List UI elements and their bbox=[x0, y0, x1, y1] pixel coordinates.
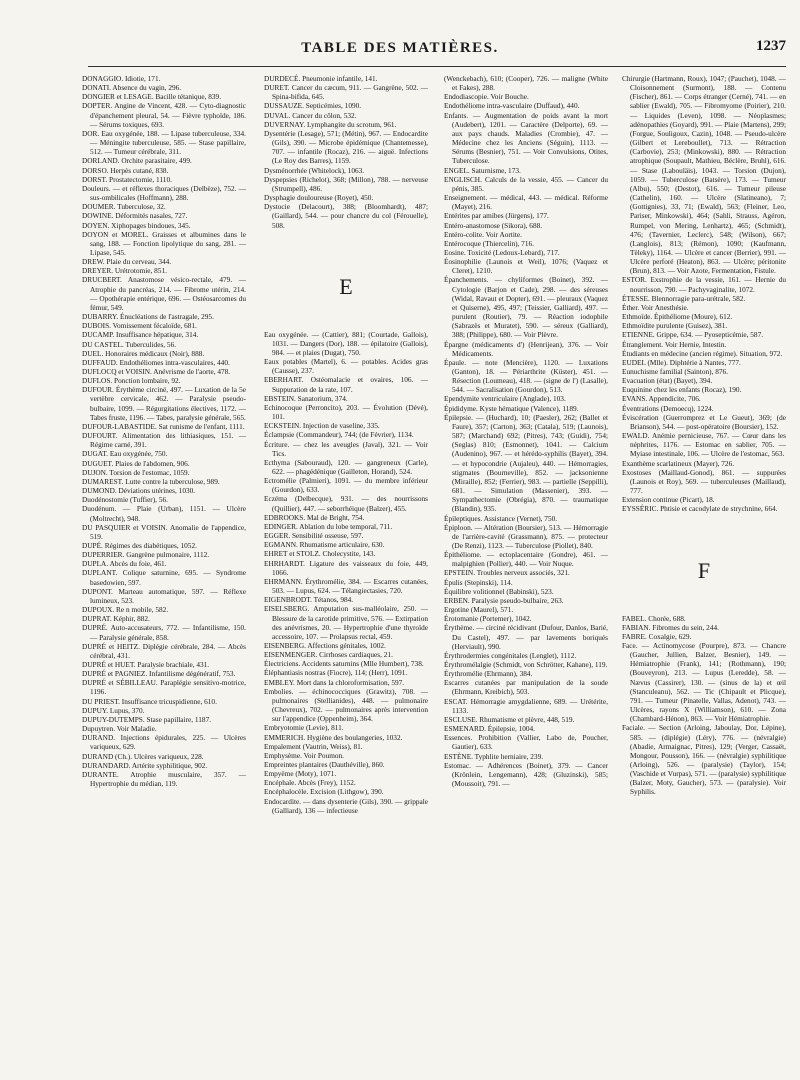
index-entry: Chirurgie (Hartmann, Roux), 1047; (Pauchet), 1048. — Cloisonnement (Surmont), 188. — Contenu (Fischer), 861. — Corps étranger (Cerné), 741. — en sablier (Ewald), 705. — Fibromyome (Poirier), 210. — Liquides (Leven), 1098. — Néoplasmes; adénopathies (Goyard), 991. — Plaie (Martens), 299; (Forgue, Souligoux, Cazin), 1048. — Pseudo-ulcère (Gilbert et Lereboullet), 713. — Rétraction (Carbovie), 253; (Minkowski), 880. — Rétraction atrophique (Soupault, Mathieu, Béclère, Bruhl), 616. — Stase (Labouläis), 1043. — Torsion (Dujon), 1059. — Tuberculose (Batsère), 173. — Tumeur (Albu), 550; (Destot), 616. — Tumeur pileuse (Cathelin), 160. — Ulcère (Slatineano), 7; (Gottignies), 33, 71; (Ewald), 563; (Fleiner, Leo, Pariser, Minkowski), 464; (Sahli, Strauss, Agéron, Rumpel, von Mering, Lenhartz), 465; (Schmidt), 476; (Tavernier, Leclerc), 548; (Wilson), 667; (Langlois), 813; (Rémon), 1090; (Kaufmann, Tèleky), 1164. — Ulcère et cancer (Berrier), 991. — Ulcère perforé (Heaton), 863. — Ulcère; péritonite (Brun), 813. — Voir Azote, Fermentation, Fistule. bbox=[622, 74, 786, 276]
index-entry: DURDECÉ. Pneumonie infantile, 141. bbox=[264, 74, 378, 83]
index-entry: Ethmoïdite purulente (Guisez), 381. bbox=[622, 321, 728, 331]
index-entry: Éventrations (Demoecq), 1224. bbox=[622, 403, 714, 413]
index-entry: Embryotomie (Levie), 811. bbox=[264, 723, 344, 733]
index-entry: Dysentérie (Lesage), 571; (Métin), 967. — Endocardite (Gils), 390. — Microbe épidémique (Chantemesse), 707. — infantile (Rocaz), 216. — aiguë. Infections (Le Roy des Barres), 1159. bbox=[264, 128, 428, 166]
index-entry: DUPÉ. Régimes des diabétiques, 1052. bbox=[82, 540, 197, 550]
index-entry: EPSTEIN. Troubles nerveux associés, 321. bbox=[444, 568, 570, 578]
index-entry: Empyème (Moty), 1071. bbox=[264, 769, 337, 779]
index-entry: Enfants. — Augmentation de poids avant la mort (Audebert), 1201. — Caractère (Delporte), 69. — aux pays chauds. Maladies (Crombie), 47. — Médecine chez les Anciens (Séguin), 1113. — Sérums (Besnier), 751. — Voir Convulsions, Otites, Tuberculose. bbox=[444, 110, 608, 166]
column-3 bbox=[444, 74, 608, 1072]
page-title: TABLE DES MATIÈRES. bbox=[301, 40, 499, 56]
index-entry: EIGENBRODT. Tétanos, 984. bbox=[264, 595, 354, 605]
index-entry: EMBLEY. Mort dans la chloroformisation, 597. bbox=[264, 677, 405, 687]
index-entry: Épiploon. — Altération (Boursier), 513. — Hémorragie de l'arrière-cavité (Grassmann), 875. — protecteur (De Renzi), 1123. — Tuberculose (Piollet), 840. bbox=[444, 522, 608, 550]
index-entry: Étranglement. Voir Hernie, Intestin. bbox=[622, 339, 727, 349]
index-entry: EWALD. Anémie pernicieuse, 767. — Cœur dans les néphrites, 1176. — Estomac en sablier, 705. — Myiase intestinale, 106. — Ulcère de l'estomac, 563. bbox=[622, 431, 786, 459]
index-entry: Extension continue (Picart), 18. bbox=[622, 495, 715, 505]
index-entry: DUGUET. Plaies de l'abdomen, 906. bbox=[82, 458, 190, 468]
index-entry: ESMENARD. Épilepsie, 1004. bbox=[444, 724, 536, 734]
index-entry: DUGAT. Eau oxygénée, 750. bbox=[82, 449, 168, 459]
index-entry: Étudiants en médecine (ancien régime). Situation, 972. bbox=[622, 348, 783, 358]
index-entry: Echinocoque (Perroncito), 203. — Évolution (Dévé), 101. bbox=[264, 402, 428, 422]
index-entry: Endothéliome intra-vasculaire (Duffaud), 440. bbox=[444, 101, 580, 111]
index-entry: Emphysème. Voir Poumon. bbox=[264, 750, 344, 760]
index-entry: Épargne (médicaments d') (Henrijean), 376. — Voir Médicaments. bbox=[444, 339, 608, 358]
index-entry: Ecthyma (Sabouraud), 120. — gangreneux (Carle), 622. — phagédénique (Gailleton, Horand), 524. bbox=[264, 457, 428, 476]
index-entry: EDBROOKS. Mal de Bright, 754. bbox=[264, 512, 365, 522]
index-entry: DOR. Eau oxygénée, 188. — Lipase tuberculeuse, 334. — Méningite tuberculeuse, 585. — Stase papillaire, 512. — Tumeur cérébrale, 311. bbox=[82, 128, 246, 157]
index-entry: DORSO. Herpès cutané, 838. bbox=[82, 165, 169, 175]
index-entry: Escarres cutanées par manipulation de la soude (Ehrmann, Kreibich), 503. bbox=[444, 678, 608, 697]
index-entry: EHRET et STOLZ. Cholecystite, 143. bbox=[264, 549, 376, 559]
index-entry: DURAND. Injections épidurales, 225. — Ulcères variqueux, 629. bbox=[82, 733, 246, 752]
index-entry: ENGEL. Saturnisme, 173. bbox=[444, 165, 521, 175]
index-entry: Ergotine (Maurel), 571. bbox=[444, 605, 514, 615]
index-entry: DREW. Plaie du cerveau, 344. bbox=[82, 257, 172, 267]
index-entry: DUFLOS. Ponction lombaire, 92. bbox=[82, 376, 181, 386]
index-entry: EUDEL (Mlle). Diphtérie à Nantes, 777. bbox=[622, 357, 741, 367]
index-entry: DUJON. Torsion de l'estomac, 1059. bbox=[82, 467, 190, 477]
index-entry: Dupuytren. Voir Maladie. bbox=[82, 724, 157, 734]
index-entry: DUFOUR-LABASTIDE. Sat runisme de l'enfant, 1111. bbox=[82, 421, 245, 431]
index-entry: DUFOUR. Érythème circiné, 497. — Luxation de la 5e vertèbre cervicale, 462. — Paralysie pseudo-bulbaire, 1099. — Régurgitations électives, 1172. — Tabes fruste, 1196. — Tabes, paralysie générale, 565. bbox=[82, 385, 246, 422]
index-entry: Épanchements. — chyliformes (Boinet), 392. — Cytologie (Barjon et Cade), 298. — des séreuses (Widal, Ravaut et Dopter), 691. — pleuraux (Vaquez et Quiserne), 495, 497; (Teissier, Galliard), 497. — purulent (Routier), 79. — Réaction iodophile (Sabrazès et Muratet), 590. — séreux (Galliard), 388; (Philippe), 680. — Voir Plèvre. bbox=[444, 275, 608, 340]
index-entry: Érythrodermies congénitales (Lenglet), 1112. bbox=[444, 650, 577, 660]
index-entry: DUPLANT. Colique saturnine, 695. — Syndrome basedowien, 597. bbox=[82, 568, 246, 587]
index-entry: EGGER. Sensibilité osseuse, 597. bbox=[264, 531, 364, 541]
index-entry: DUPRÉ et HEITZ. Diplégie cérébrale, 284. — Abcès cérébral, 431. bbox=[82, 641, 246, 660]
index-entry: Eczéma (Delbecque), 931. — des nourrissons (Quillier), 447. — seborrhéique (Balzer), 455. bbox=[264, 494, 428, 513]
index-entry: DOYEN. Xiphopages bindoues, 345. bbox=[82, 220, 191, 230]
index-entry: Érythromélalgie (Schmidt, von Schrötter, Kahane), 119. bbox=[444, 660, 608, 669]
index-entry: Entérocoque (Thiercelin), 716. bbox=[444, 238, 534, 248]
index-entry: DOPTER. Angine de Vincent, 428. — Cyto-diagnostic d'épanchement pleural, 54. — Fièvre typhoïde, 186. — Sérums toxiques, 693. bbox=[82, 101, 246, 129]
index-entry: Eaux potables (Martel), 6. — potables. Acides gras (Causse), 237. bbox=[264, 357, 428, 376]
index-entry: EISENBERG. Affections génitales, 1002. bbox=[264, 640, 386, 650]
index-entry: EHRHARDT. Ligature des vaisseaux du foie, 449, 1066. bbox=[264, 558, 428, 577]
index-entry: Érythromélie (Ehrmann), 384. bbox=[444, 669, 533, 679]
index-entry: Dysménorrhée (Whitelock), 1063. bbox=[264, 165, 365, 175]
index-entry: EGMANN. Rhumatisme articulaire, 630. bbox=[264, 540, 385, 550]
index-entry: Faciale. — Section (Arloing, Jaboulay, Dor, Lépine), 585. — (diplégie) (Léry), 776. — (névralgie) (Abadie, Armaignac, Pitres), 129; (Verger, Cassaët, Mongour, Pousson), 166. — (névralgie) syphilitique (Arloing), 526. — (paralysie) (Taylor), 154; (Vaschide et Vurpas), 571. — (paralysie) syphilitique (Balzer, Moty, Gaucher), 573. — (paralysie). Voir Syphilis. bbox=[622, 723, 786, 797]
index-entry: Érotomanie (Portemer), 1042. bbox=[444, 614, 532, 624]
index-entry: Épilepsie. — (Huchard), 10; (Paesler), 262; (Ballet et Faure), 357; (Carton), 363; (Catala), 519; (Launois), 587; (Marchand) 692; (Pitres), 743; (Guidi), 754; (Seglas) 810; (Esmonnet), 1041. — Calcium (Audenino), 967. — et hérédo-syphilis (Bayet), 394. — et hypocondrie (Aujaleu), 440. — Hémorragies, stigmates (Bourneville), 852. — jacksonienne (Miraille), 852; (Ferrier), 983. — partielle (Seppilli), 681. — Simulation (Massenier), 393. — Sympathectomie (Obrégia), 870. — traumatique (Blandin), 935. bbox=[444, 412, 608, 514]
index-entry: Dyspepsies (Richelot), 368; (Millon), 788. — nerveuse (Strumpell), 486. bbox=[264, 174, 428, 193]
index-entry: ESTOR. Exstrophie de la vessie, 161. — Hernie du nourrisson, 790. — Pachyvaginalite, 1072. bbox=[622, 275, 786, 294]
index-entry: Éléphantiasis nostras (Fiocre), 114; (Herr), 1091. bbox=[264, 668, 408, 678]
index-entry: Dystocie (Delacourt), 388; (Bloomhardt), 487; (Gaillard), 544. — pour chancre du col (Férouelle), 508. bbox=[264, 202, 428, 230]
column-4 bbox=[622, 74, 786, 1072]
index-entry: Empalement (Vautrin, Weiss), 81. bbox=[264, 741, 363, 751]
index-entry: DUFLOCQ et VOISIN. Anévrisme de l'aorte, 478. bbox=[82, 367, 231, 376]
index-entry: Euquinine chez les enfants (Rocaz), 190. bbox=[622, 385, 742, 395]
index-entry: DUPRÉ et PAGNIEZ. Infantilisme dégénératif, 753. bbox=[82, 669, 236, 679]
index-entry: EDINGER. Ablation du lobe temporal, 711. bbox=[264, 521, 393, 531]
column-2 bbox=[264, 74, 428, 1072]
index-entry: Eosine. Toxicité (Ledoux-Lebard), 717. bbox=[444, 247, 560, 257]
index-entry: DONGIER et LESAGE. Bacille tétanique, 839. bbox=[82, 92, 222, 102]
index-entry: FABRE. Coxalgie, 629. bbox=[622, 631, 692, 641]
index-entry: DUVERNAY. Lymphangite du scrotum, 961. bbox=[264, 119, 397, 129]
index-entry: DURET. Cancer du cæcum, 911. — Gangrène, 502. — Spina-bifida, 645. bbox=[264, 83, 428, 102]
index-entry: DOYON et MOREL. Graisses et albumines dans le sang, 188. — Fonction lipolytique du sang, 281. — Lipase, 545. bbox=[82, 229, 246, 257]
index-entry: EYSSÉRIC. Phtisie et cacodylate de strychnine, 664. bbox=[622, 504, 778, 514]
index-entry: DUSSAUZE. Septicémies, 1090. bbox=[264, 101, 362, 111]
header-rule bbox=[88, 66, 786, 67]
index-entry: DUBARRY. Énucléations de l'astragale, 295. bbox=[82, 312, 214, 322]
index-entry: DURAND (Ch.). Ulcères variqueux, 228. bbox=[82, 751, 204, 761]
index-entry: DUCAMP. Insuffisance hépatique, 314. bbox=[82, 330, 199, 340]
index-columns bbox=[82, 74, 786, 1072]
index-entry: Douleurs. — et réflexes thoraciques (Delbèze), 752. — sus-ombilicales (Hoffmann), 288. bbox=[82, 183, 246, 203]
index-entry: DUVAL. Cancer du côlon, 532. bbox=[264, 110, 357, 120]
index-entry: Essences. Prohibition (Vallier, Labo de, Poucher, Gautier), 633. bbox=[444, 733, 608, 752]
index-entry: DUEL. Honoraires médicaux (Noir), 888. bbox=[82, 348, 205, 358]
index-entry: DORLAND. Orchite parasitaire, 499. bbox=[82, 156, 192, 166]
index-entry: EISELSBERG. Amputation sus-malléolaire, 250. — Blessure de la carotide primitive, 576. — Extirpation des anévrismes, 20. — Hypertrophie d'une thyroïde accessoire, 107. — Prolapsus rectal, 459. bbox=[264, 604, 428, 641]
index-entry: DREYER. Urétrotomie, 851. bbox=[82, 266, 167, 276]
index-entry: FABIAN. Fibromes du sein, 244. bbox=[622, 622, 719, 632]
index-entry: Endodiascopie. Voir Bouche. bbox=[444, 92, 529, 102]
index-entry: Entéro-anastomose (Sikora), 688. bbox=[444, 220, 543, 230]
index-entry: Entérites par amibes (Jürgens), 177. bbox=[444, 211, 549, 221]
index-entry: Exanthème scarlatineux (Mayer), 726. bbox=[622, 458, 735, 468]
index-entry: EISENMENGER. Cirrhoses cardiaques, 21. bbox=[264, 650, 393, 660]
column-1 bbox=[82, 74, 246, 1072]
index-entry: Équilibre volitionnel (Babinski), 523. bbox=[444, 586, 554, 596]
index-entry: Éclampsie (Commandeur), 744; (de Février), 1134. bbox=[264, 430, 414, 440]
index-entry: EMMERICH. Hygiène des boulangeries, 1032. bbox=[264, 732, 403, 742]
index-entry: FABEL. Chorée, 688. bbox=[622, 613, 686, 623]
index-entry: Éviscération (Guerromprez et Le Gueut), 369; (de Brianson), 544. — post-opératoire (Boursier), 152. bbox=[622, 412, 786, 431]
index-entry: EHRMANN. Érythromélie, 384. — Escarres cutanées, 503. — Lupus, 624. — Télangiectasies, 720. bbox=[264, 576, 428, 596]
section-letter: E bbox=[339, 273, 353, 299]
index-entry: DONATI. Absence du vagin, 296. bbox=[82, 83, 182, 93]
index-entry: DU CASTEL. Tuberculides, 56. bbox=[82, 339, 177, 349]
index-entry: EBSTEIN. Sanatorium, 374. bbox=[264, 393, 348, 403]
index-entry: Estomac. — Adhérences (Boinet), 379. — Cancer (Krönlein, Lengemann), 428; (Gluzinski), 585; (Moussoit), 791. — bbox=[444, 760, 608, 789]
page-header bbox=[0, 0, 800, 66]
index-entry: EVANS. Appendicite, 706. bbox=[622, 394, 701, 404]
index-entry: Eunuchisme familial (Sainton), 876. bbox=[622, 367, 728, 376]
index-entry: DU PRIEST. Insuffisance tricuspidienne, 610. bbox=[82, 696, 217, 706]
index-entry: Érythème. — circiné récidivant (Dufour, Danlos, Barié, Du Castel), 497. — par lavements boriqués (Herviault), 990. bbox=[444, 623, 608, 651]
index-entry: ENGLISCH. Calculs de la vessie, 455. — Cancer du pénis, 385. bbox=[444, 174, 608, 193]
index-entry: Épithéliome. — ectoplacentaire (Gondre), 461. — malpighien (Pollier), 440. — Voir Nuque. bbox=[444, 550, 608, 569]
index-entry: DURANDARD. Artérite syphilitique, 902. bbox=[82, 760, 208, 770]
index-entry: DUPOUX. Re n mobile, 582. bbox=[82, 605, 169, 615]
index-entry: DUPLA. Abcès du foie, 461. bbox=[82, 559, 167, 569]
index-entry: DURANTE. Atrophie musculaire, 357. — Hypertrophie du médian, 119. bbox=[82, 769, 246, 789]
index-entry: DUPUY-DUTEMPS. Stase papillaire, 1187. bbox=[82, 714, 212, 724]
index-entry: DUPONT. Marteau automatique, 597. — Réflexe lumineux, 523. bbox=[82, 586, 246, 605]
index-entry: ECKSTEIN. Injection de vaseline, 335. bbox=[264, 421, 380, 431]
index-entry: DUPERRIER. Gangrène pulmonaire, 1112. bbox=[82, 550, 210, 560]
index-entry: DUBOIS. Vomissement fécaloïde, 681. bbox=[82, 321, 197, 331]
index-entry: Eau oxygénée. — (Cattier), 881; (Courtade, Gallois), 1031. — Dangers (Dor), 188. — épilatoire (Gallois), 984. — et plaies (Dugat), 750. bbox=[264, 329, 428, 357]
index-entry: Épileptiques. Assistance (Vernet), 750. bbox=[444, 513, 558, 523]
index-entry: Ependymite ventriculaire (Anglade), 103. bbox=[444, 394, 566, 404]
index-entry: DUMOND. Déviations utérines, 1030. bbox=[82, 486, 196, 496]
index-entry: Épulis (Stepinski), 114. bbox=[444, 577, 513, 587]
index-entry: Empreintes plantaires (Dauthéville), 860. bbox=[264, 760, 385, 769]
index-entry: Ectromélie (Palmieri), 1091. — du membre inférieur (Gourdon), 633. bbox=[264, 476, 428, 495]
index-entry: DUPRAT. Képhir, 882. bbox=[82, 614, 150, 624]
index-entry: DU PASQUIER et VOISIN. Anomalie de l'appendice, 519. bbox=[82, 522, 246, 541]
index-entry: (Wenckebach), 610; (Cooper), 726. — maligne (White et Fakes), 288. bbox=[444, 74, 608, 93]
index-entry: Ethmoïde. Épithéliome (Moure), 612. bbox=[622, 312, 733, 322]
index-entry: DUMAREST. Lutte contre la tuberculose, 989. bbox=[82, 476, 220, 486]
index-entry: Evacuation (état) (Bayet), 394. bbox=[622, 376, 713, 386]
index-entry: Encéphalocèle. Excision (Lithgow), 390. bbox=[264, 787, 384, 797]
index-entry: DUPRÉ et HUET. Paralysie brachiale, 431. bbox=[82, 660, 210, 669]
index-entry: Éosinophilie (Launois et Weil), 1076; (Vaquez et Cleret), 1210. bbox=[444, 257, 608, 276]
index-entry: DORST. Prostatectomie, 1110. bbox=[82, 174, 172, 184]
index-entry: Entéro-colite. Voir Aortite. bbox=[444, 229, 522, 239]
index-entry: Embolies. — échinococciques (Grawitz), 708. — pulmonaires (Stellianides), 448. — pulmonaire (Chevreux), 702. — pulmonaires après intervention sur l'appendice (Oppenheim), 364. bbox=[264, 686, 428, 724]
index-entry: DOWINE. Déformités nasales, 727. bbox=[82, 211, 188, 221]
index-entry: ETIENNE. Grippe, 634. — Pyosepticémie, 587. bbox=[622, 330, 764, 340]
index-entry: Électriciens. Accidents saturnins (Mlle Humbert), 738. bbox=[264, 659, 424, 669]
index-entry: Enseignement. — médical, 443. — médical. Réforme (Mayet), 216. bbox=[444, 193, 608, 212]
index-entry: Écriture. — chez les aveugles (Javal), 321. — Voir Tics. bbox=[264, 439, 428, 458]
index-entry: Duodénum. — Plaie (Urban), 1151. — Ulcère (Moltrecht), 948. bbox=[82, 504, 246, 523]
index-entry: DONAGGIO. Idiotie, 171. bbox=[82, 74, 161, 83]
index-entry: Endocardite. — dans dysenterie (Gils), 390. — grippale (Galliard), 136 — infectieuse bbox=[264, 796, 428, 815]
index-entry: Épaule. — note (Mencière), 1120. — Luxations (Ganton), 18. — Périarthrite (Küster), 451. — Résection (Loumeau), 418. — (signe de l') (Lasalle), 544. — Sacralisation (Gourdon), 513. bbox=[444, 357, 608, 395]
index-entry: ÉTESSE. Blennorragie para-urétrale, 582. bbox=[622, 293, 746, 303]
index-entry: ESCAT. Hémorragie amygdalienne, 689. — Urétérite, 1133. bbox=[444, 696, 608, 715]
index-entry: Duodénostomie (Tuffier), 56. bbox=[82, 495, 168, 505]
index-entry: Encéphale. Abcès (Frey), 1152. bbox=[264, 778, 356, 788]
index-entry: ESCLUSE. Rhumatisme et plèvre, 448, 519. bbox=[444, 714, 575, 724]
index-entry: EBERHART. Ostéomalacie et ovaires, 106. — Suppuration de la rate, 107. bbox=[264, 375, 428, 394]
section-letter: F bbox=[697, 557, 711, 583]
index-entry: DUFFAUD. Endothéliomes intra-vasculaires, 440. bbox=[82, 357, 230, 367]
index-entry: DOUMER. Tuberculose, 32. bbox=[82, 202, 166, 212]
page-number: 1237 bbox=[756, 38, 786, 54]
index-entry: DUFOURT. Alimentation des lithiasiques, 151. — Régime carné, 391. bbox=[82, 431, 246, 450]
index-entry: ESTÈNE. Typhlite herniaire, 239. bbox=[444, 751, 544, 761]
index-entry: ERBEN. Paralysie pseudo-bulbaire, 263. bbox=[444, 595, 564, 605]
index-entry: Exostoses (Maillaud-Gonod), 861. — suppurées (Launois et Roy), 569. — tuberculeuses (Maillaud), 777. bbox=[622, 467, 786, 496]
index-entry: Face. — Actinomycose (Pourpre), 873. — Chancre (Gaucher, Jullien, Balzer, Besnier), 149. — Hémiatrophie (Frank), 141; (Rothmann), 190; (Bouveyron), 213. — Lupus (Leredde), 58. — Nævus (Cassirer), 130. — (sinus de la) et œil (Stanculeanu), 562. — Tic (Chipault et Plicque), 791. — Tumeur (Pinatelle, Vallas, Adenot), 743. — Ulcères, rayons X (Williamson), 610. — Zona (Chambard-Hénon), 863. — Voir Hémiatrophie. bbox=[622, 640, 786, 724]
index-entry: DRUCBERT. Anastomose vésico-rectale, 479. — Atrophie du pancréas, 214. — Fibrome utérin, 214. — Opothérapie entérique, 696. — Ostéosarcomes du fémur, 549. bbox=[82, 275, 246, 312]
index-entry: Épididyme. Kyste hématique (Valence), 1189. bbox=[444, 403, 579, 413]
index-entry: Dysphagie douloureuse (Royet), 450. bbox=[264, 193, 374, 203]
index-entry: Éther. Voir Anesthésie. bbox=[622, 302, 689, 312]
index-entry: DUPUY. Lupus, 370. bbox=[82, 705, 145, 715]
index-entry: DUPRÉ. Auto-accusateurs, 772. — Infantilisme, 150. — Paralysie générale, 858. bbox=[82, 623, 246, 642]
index-entry: DUPRÉ et SÉBILLEAU. Paraplégie sensitivo-motrice, 1196. bbox=[82, 678, 246, 697]
